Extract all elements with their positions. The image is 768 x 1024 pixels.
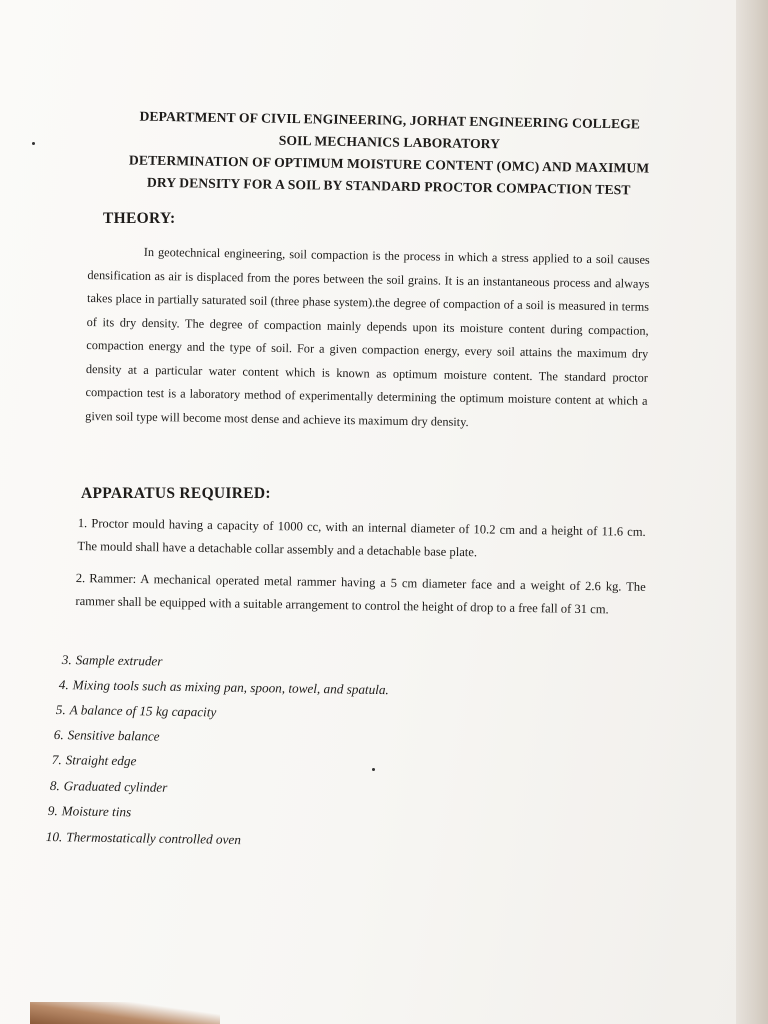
item-text: Graduated cylinder [63, 778, 168, 795]
theory-paragraph: In geotechnical engineering, soil compaction is the process in which a stress applied to a soil causes densification as air is displaced from the pores between the soil grains. It is an instantaneous process and always takes place in partially saturated soil (three phase system).the degree of compaction of a soil is measured in terms of its dry density. The degree of compaction mainly depends upon its moisture content during compaction, compaction energy and the type of soil. For a given compaction energy, every soil attains the maximum dry density at a particular water content which is known as optimum moisture content. The standard proctor compaction test is a laboratory method of experimentally determining the optimum moisture content at which a given soil type will become most dense and achieve its maximum dry density. [85, 244, 650, 429]
document-header [99, 105, 680, 202]
page-corner-shadow [30, 1002, 220, 1024]
item-text: A balance of 15 kg capacity [69, 702, 217, 720]
item-text: Proctor mould having a capacity of 1000 cc, with an internal diameter of 10.2 cm and a height of 11.6 cm. The mould shall have a detachable collar assembly and a detachable base plate. [77, 516, 646, 560]
item-number: 7. [51, 751, 62, 768]
apparatus-item-rammer [75, 567, 646, 622]
item-text: Straight edge [65, 752, 137, 769]
header-department: DEPARTMENT OF CIVIL ENGINEERING, JORHAT ENGINEERING COLLEGE [139, 108, 641, 132]
apparatus-item-balance [56, 698, 217, 724]
item-number: 2. [75, 570, 86, 586]
header-laboratory: SOIL MECHANICS LABORATORY [278, 132, 501, 152]
apparatus-item-graduated-cylinder [50, 774, 168, 799]
item-text: Sample extruder [75, 652, 163, 669]
theory-heading: THEORY: [103, 210, 176, 227]
apparatus-item-proctor-mould [77, 512, 646, 567]
apparatus-item-moisture-tins [48, 799, 132, 823]
item-number: 6. [53, 726, 64, 743]
apparatus-heading: APPARATUS REQUIRED: [81, 485, 271, 502]
header-title-line-1: DETERMINATION OF OPTIMUM MOISTURE CONTENT (OMC) AND MAXIMUM [128, 152, 650, 176]
apparatus-item-oven [46, 825, 241, 851]
item-number: 1. [77, 515, 88, 531]
item-text: Rammer: A mechanical operated metal rammer having a 5 cm diameter face and a weight of 2.6 kg. The rammer shall be equipped with a suitable arrangement to control the height of drop to a free fall of 31 cm. [75, 571, 646, 617]
item-text: Sensitive balance [67, 727, 160, 744]
header-title-line-2: DRY DENSITY FOR A SOIL BY STANDARD PROCTOR COMPACTION TEST [146, 174, 631, 198]
item-number: 8. [49, 777, 60, 794]
apparatus-item-sensitive-balance [54, 723, 160, 748]
paper-speck [372, 768, 375, 771]
item-number: 5. [55, 701, 66, 718]
paper-speck [32, 142, 35, 145]
item-number: 9. [47, 802, 58, 819]
item-number: 10. [45, 828, 63, 845]
item-text: Mixing tools such as mixing pan, spoon, towel, and spatula. [72, 677, 389, 698]
apparatus-item-straight-edge [52, 748, 137, 772]
item-text: Moisture tins [61, 803, 132, 820]
item-text: Thermostatically controlled oven [66, 829, 241, 848]
item-number: 4. [58, 676, 69, 693]
page-edge-shadow [736, 0, 768, 1024]
item-number: 3. [61, 651, 72, 668]
apparatus-item-sample-extruder [62, 648, 163, 673]
